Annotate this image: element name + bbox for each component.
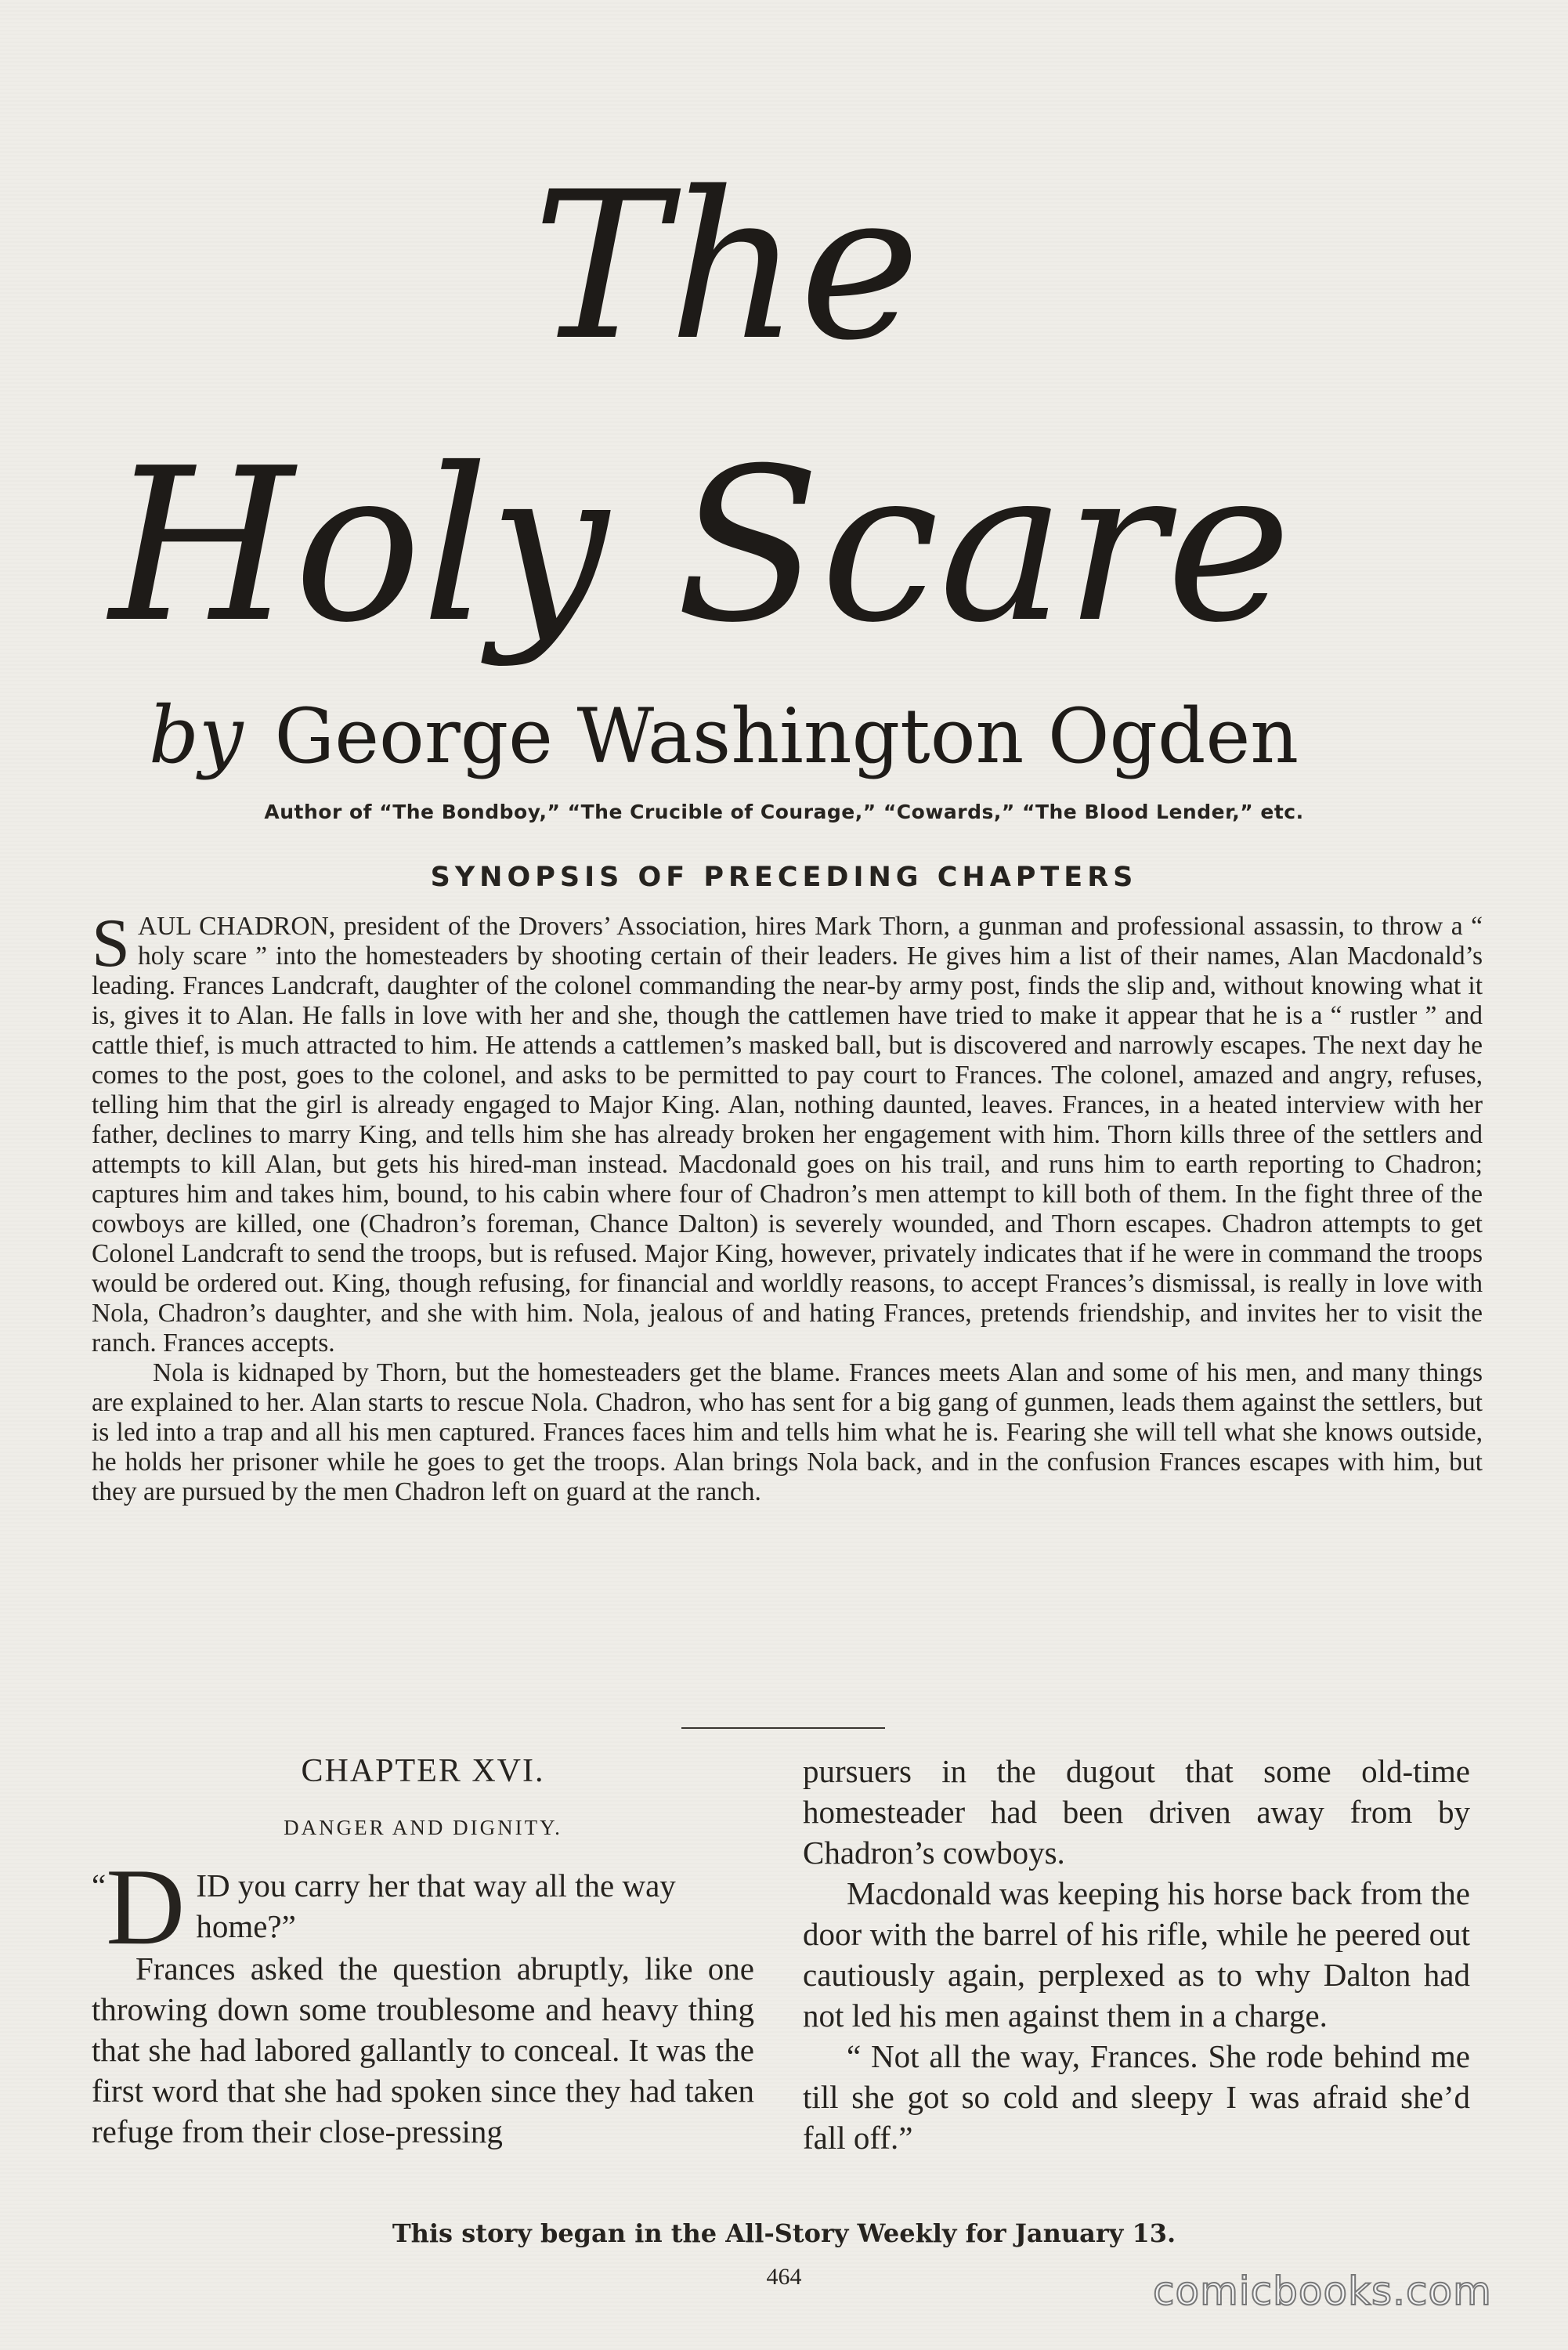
opening-quote-mark: “: [92, 1867, 107, 1904]
drop-cap: D: [106, 1846, 186, 1968]
opening-text: ID you carry her that way all the way home?”: [196, 1867, 676, 1944]
byline-prefix: by: [149, 689, 244, 781]
author-credits: Author of “The Bondboy,” “The Crucible of Courage,” “Cowards,” “The Blood Lender,” etc.: [264, 801, 1304, 823]
story-title: [94, 164, 1472, 682]
byline: [149, 689, 1418, 781]
chapter-number: CHAPTER XVI.: [301, 1753, 545, 1789]
title-line-1: The: [533, 164, 920, 385]
synopsis-heading: SYNOPSIS OF PRECEDING CHAPTERS: [430, 862, 1138, 893]
story-paragraph: Macdonald was keeping his horse back from the door with the barrel of his rifle, while he peered out cautiously again, perplexed as to why Dalton had not led his men against them in a charge.: [803, 1875, 1470, 2034]
page-number: 464: [766, 2264, 802, 2290]
story-column-right: [803, 1751, 1470, 2158]
synopsis-text: [92, 906, 1483, 1507]
synopsis-paragraph: SAUL CHADRON, president of the Drovers’ Association, hires Mark Thorn, a gunman and professional assassin, to throw a “ holy scare ” into the homesteaders by shooting certain of their leaders. He gives him a list of their names, Alan Macdonald’s leading. Frances Landcraft, daughter of the colonel commanding the near-by army post, finds the slip and, without knowing what it is, gives it to Alan. He falls in love with her and she, though the cattlemen have tried to make it appear that he is a “ rustler ” and cattle thief, is much attracted to him. He attends a cattlemen’s masked ball, but is discovered and narrowly escapes. The next day he comes to the post, goes to the colonel, and asks to be permitted to pay court to Frances. The colonel, amazed and angry, refuses, telling him that the girl is already engaged to Major King. Alan, nothing daunted, leaves. Frances, in a heated interview with her father, declines to marry King, and tells him she has already broken her engagement with him. Thorn kills three of the settlers and attempts to kill Alan, but gets his hired-man instead. Macdonald goes on his trail, and runs him to earth reporting to Chadron; captures him and takes him, bound, to his cabin where four of Chadron’s men attempt to kill both of them. In the fight three of the cowboys are killed, one (Chadron’s foreman, Chance Dalton) is severely wounded, and Thorn escapes. Chadron attempts to get Colonel Landcraft to send the troops, but is refused. Major King, however, privately indicates that if he were in command the troops would be ordered out. King, though refusing, for financial and worldly reasons, to accept Frances’s dismissal, is really in love with Nola, Chadron’s daughter, and she with him. Nola, jealous of and hating Frances, pretends friendship, and invites her to visit the ranch. Frances accepts.: [92, 906, 1483, 1358]
chapter-subtitle: DANGER AND DIGNITY.: [284, 1816, 562, 1839]
title-line-2: Holy Scare: [110, 422, 1292, 669]
story-paragraph: Frances asked the question abruptly, like one throwing down some troublesome and heavy thing that she had labored gallantly to conceal. It was the first word that she had spoken since they had taken refuge from their close-pressing: [92, 1950, 754, 2149]
story-column-left: [92, 1751, 754, 2152]
story-paragraph: pursuers in the dugout that some old-time homesteader had been driven away from by Chadron’s cowboys.: [803, 1753, 1470, 1871]
section-divider: [681, 1727, 885, 1729]
story-paragraph: “ Not all the way, Frances. She rode behind me till she got so cold and sleepy I was afraid she’d fall off.”: [803, 2038, 1470, 2156]
author-name: George Washington Ogden: [274, 692, 1299, 780]
serial-note: This story began in the All-Story Weekly for January 13.: [392, 2218, 1176, 2248]
synopsis-paragraph: Nola is kidnaped by Thorn, but the homesteaders get the blame. Frances meets Alan and some of his men, and many things are explained to her. Alan starts to rescue Nola. Chadron, who has sent for a big gang of gunmen, leads them against the settlers, but is led into a trap and all his men captured. Frances faces him and tells him what he is. Fearing she will tell what she knows outside, he holds her prisoner while he goes to get the troops. Alan brings Nola back, and in the confusion Frances escapes with him, but they are pursued by the men Chadron left on guard at the ranch.: [92, 1358, 1483, 1506]
opening-paragraph: [92, 1846, 754, 1968]
watermark: comicbooks.com: [1153, 2269, 1492, 2314]
